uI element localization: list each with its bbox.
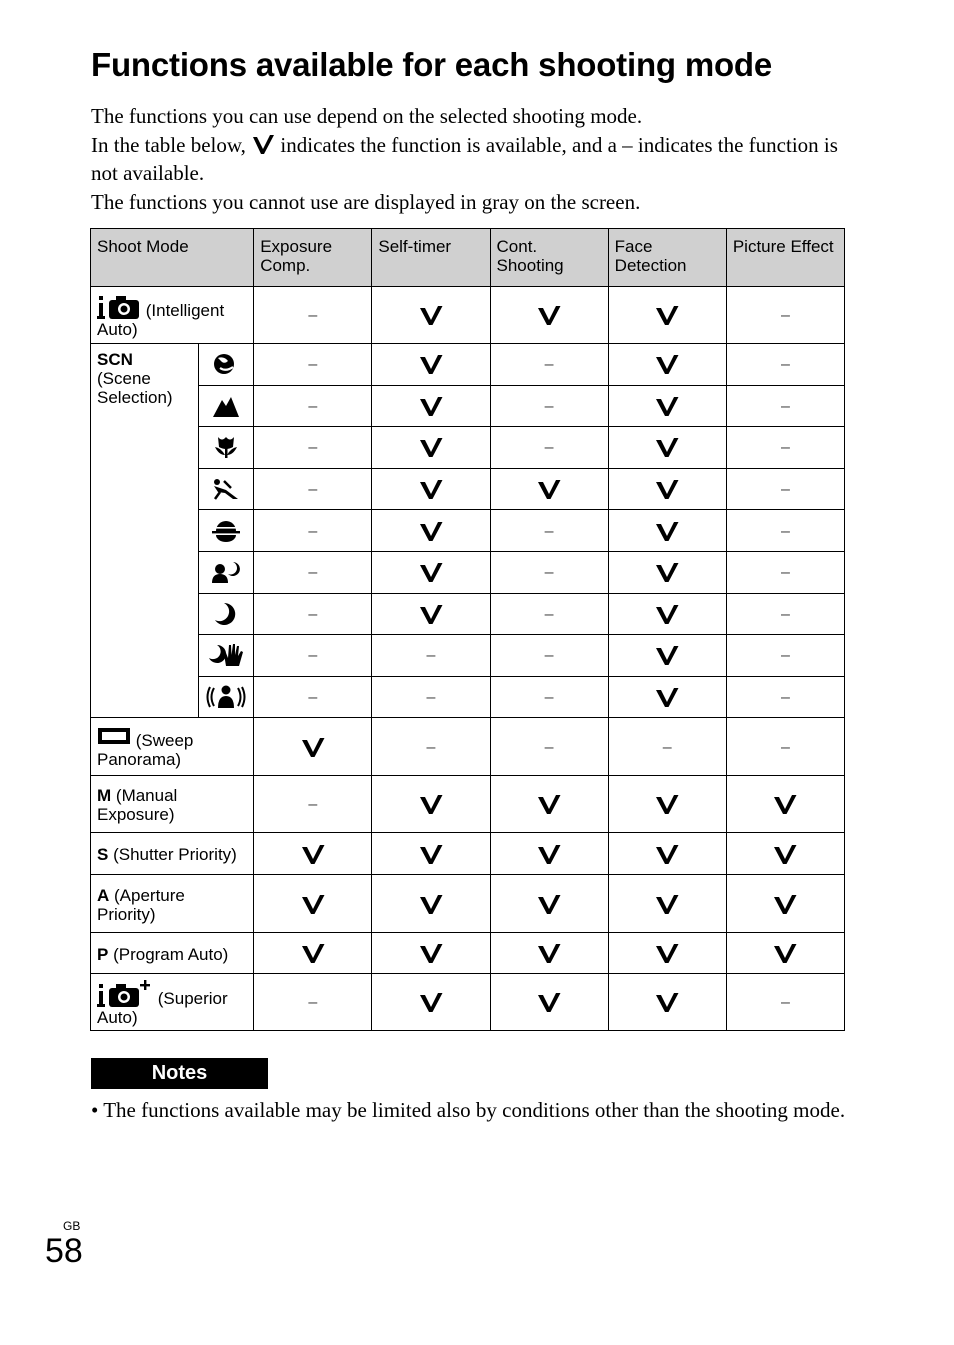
checkmark-icon <box>655 436 679 458</box>
dash-mark: – <box>780 356 790 374</box>
scene-icon-cell <box>199 427 254 469</box>
mode-code: S <box>97 845 109 865</box>
mode-label: (Program Auto) <box>113 944 229 964</box>
sports-action-icon <box>199 477 253 501</box>
cell-cont-shooting <box>490 974 608 1031</box>
checkmark-icon <box>419 942 443 964</box>
landscape-icon <box>199 394 253 418</box>
cell-self-timer <box>372 344 490 386</box>
table-row <box>91 510 845 552</box>
table-row <box>91 974 845 1031</box>
cell-exposure-comp <box>254 635 372 677</box>
cell-cont-shooting <box>490 635 608 677</box>
checkmark-icon <box>537 991 561 1013</box>
dash-mark: – <box>780 564 790 582</box>
dash-mark: – <box>544 439 554 457</box>
checkmark-icon <box>419 436 443 458</box>
table-row <box>91 551 845 593</box>
mode-code: P <box>97 944 109 964</box>
checkmark-icon <box>419 991 443 1013</box>
portrait-icon <box>199 352 253 376</box>
night-scene-icon <box>199 602 253 626</box>
dash-mark: – <box>308 994 318 1012</box>
dash-mark: – <box>544 397 554 415</box>
table-row <box>91 833 845 875</box>
checkmark-icon <box>773 893 797 915</box>
page-title: Functions available for each shooting mode <box>91 46 773 83</box>
mode-program-auto <box>91 933 254 974</box>
cell-exposure-comp <box>254 875 372 933</box>
mode-manual-exposure <box>91 776 254 833</box>
dash-mark: – <box>308 689 318 707</box>
cell-self-timer <box>372 593 490 635</box>
mode-label: (Shutter Priority) <box>113 845 237 865</box>
mode-label: (Scene Selection) <box>97 369 173 407</box>
dash-mark: – <box>780 481 790 499</box>
cell-picture-effect <box>726 510 844 552</box>
cell-self-timer <box>372 287 490 344</box>
cell-self-timer <box>372 974 490 1031</box>
header-exposure-comp: Exposure Comp. <box>254 229 372 287</box>
cell-cont-shooting <box>490 344 608 386</box>
cell-exposure-comp <box>254 551 372 593</box>
mode-label: (Manual Exposure) <box>97 786 178 825</box>
scene-icon-cell <box>199 510 254 552</box>
table-row <box>91 385 845 427</box>
dash-mark: – <box>544 564 554 582</box>
dash-mark: – <box>544 356 554 374</box>
table-header-row <box>91 229 845 287</box>
checkmark-icon <box>419 793 443 815</box>
mode-code: A <box>97 885 110 905</box>
dash-mark: – <box>780 522 790 540</box>
table-row <box>91 676 845 718</box>
dash-mark: – <box>780 605 790 623</box>
dash-mark: – <box>426 738 436 756</box>
checkmark-icon <box>301 942 325 964</box>
superior-auto-icon <box>97 980 153 1008</box>
dash-mark: – <box>308 605 318 623</box>
checkmark-icon <box>537 893 561 915</box>
checkmark-icon <box>419 395 443 417</box>
scene-icon-cell <box>199 385 254 427</box>
scene-icon-cell <box>199 551 254 593</box>
functions-table <box>90 228 845 1031</box>
cell-self-timer <box>372 427 490 469</box>
checkmark-icon <box>537 304 561 326</box>
cell-face-detection <box>608 593 726 635</box>
checkmark-icon <box>537 942 561 964</box>
note-bullet: • <box>91 1098 99 1122</box>
dash-mark: – <box>308 397 318 415</box>
checkmark-icon <box>655 686 679 708</box>
checkmark-icon <box>773 793 797 815</box>
note-item <box>91 1096 867 1125</box>
cell-cont-shooting <box>490 676 608 718</box>
checkmark-icon <box>419 561 443 583</box>
intro-text <box>91 102 851 216</box>
checkmark-icon <box>655 843 679 865</box>
dash-mark: – <box>308 647 318 665</box>
intro-line-2 <box>91 131 851 188</box>
cell-exposure-comp <box>254 718 372 776</box>
checkmark-icon <box>419 304 443 326</box>
page-number: 58 <box>45 1232 83 1270</box>
dash-mark: – <box>780 994 790 1012</box>
mode-intelligent-auto <box>91 287 254 344</box>
table-row <box>91 344 845 386</box>
cell-picture-effect <box>726 833 844 875</box>
cell-cont-shooting <box>490 833 608 875</box>
dash-mark: – <box>308 796 318 814</box>
checkmark-icon <box>419 893 443 915</box>
checkmark-icon <box>655 304 679 326</box>
scene-icon-cell <box>199 676 254 718</box>
checkmark-icon <box>537 793 561 815</box>
intro-line-2b: indicates the function is available, and a – indicates the function is not available. <box>91 132 838 185</box>
mode-label: (Sweep Panorama) <box>97 730 194 769</box>
sunset-icon <box>199 519 253 543</box>
night-portrait-icon <box>199 560 253 584</box>
checkmark-icon <box>655 942 679 964</box>
intro-line-2a: In the table below, <box>91 132 246 157</box>
scene-icon-cell <box>199 635 254 677</box>
table-row <box>91 635 845 677</box>
cell-cont-shooting <box>490 510 608 552</box>
cell-exposure-comp <box>254 468 372 510</box>
cell-self-timer <box>372 833 490 875</box>
table-row <box>91 287 845 344</box>
scene-icon-cell <box>199 468 254 510</box>
cell-face-detection <box>608 718 726 776</box>
cell-self-timer <box>372 933 490 974</box>
checkmark-icon <box>773 942 797 964</box>
table-row <box>91 875 845 933</box>
mode-label: (Superior Auto) <box>97 988 228 1027</box>
cell-face-detection <box>608 833 726 875</box>
cell-cont-shooting <box>490 427 608 469</box>
cell-face-detection <box>608 933 726 974</box>
dash-mark: – <box>308 481 318 499</box>
cell-self-timer <box>372 510 490 552</box>
checkmark-icon <box>419 520 443 542</box>
scene-icon-cell <box>199 344 254 386</box>
cell-exposure-comp <box>254 427 372 469</box>
mode-superior-auto <box>91 974 254 1031</box>
cell-self-timer <box>372 468 490 510</box>
mode-sweep-panorama <box>91 718 254 776</box>
cell-face-detection <box>608 974 726 1031</box>
dash-mark: – <box>308 439 318 457</box>
dash-mark: – <box>426 689 436 707</box>
cell-picture-effect <box>726 593 844 635</box>
checkmark-icon <box>655 520 679 542</box>
cell-picture-effect <box>726 468 844 510</box>
cell-exposure-comp <box>254 833 372 875</box>
checkmark-icon <box>655 478 679 500</box>
cell-self-timer <box>372 875 490 933</box>
checkmark-icon <box>301 736 325 758</box>
dash-mark: – <box>780 439 790 457</box>
cell-exposure-comp <box>254 287 372 344</box>
cell-picture-effect <box>726 933 844 974</box>
cell-cont-shooting <box>490 776 608 833</box>
cell-exposure-comp <box>254 344 372 386</box>
cell-face-detection <box>608 287 726 344</box>
mode-label: (Intelligent Auto) <box>97 300 225 339</box>
dash-mark: – <box>544 522 554 540</box>
cell-picture-effect <box>726 974 844 1031</box>
cell-self-timer <box>372 676 490 718</box>
dash-mark: – <box>780 738 790 756</box>
mode-code: M <box>97 786 112 806</box>
mode-shutter-priority <box>91 833 254 875</box>
checkmark-icon <box>773 843 797 865</box>
cell-face-detection <box>608 468 726 510</box>
cell-face-detection <box>608 875 726 933</box>
dash-mark: – <box>544 605 554 623</box>
cell-cont-shooting <box>490 385 608 427</box>
note-text: The functions available may be limited also by conditions other than the shooting mode. <box>103 1098 846 1122</box>
checkmark-icon <box>655 395 679 417</box>
cell-cont-shooting <box>490 593 608 635</box>
dash-mark: – <box>780 689 790 707</box>
checkmark-icon <box>655 353 679 375</box>
table-row <box>91 468 845 510</box>
dash-mark: – <box>308 307 318 324</box>
table-row <box>91 718 845 776</box>
cell-cont-shooting <box>490 468 608 510</box>
checkmark-icon <box>655 793 679 815</box>
checkmark-icon <box>251 133 275 155</box>
mode-code: SCN <box>97 350 133 369</box>
dash-mark: – <box>662 738 672 756</box>
cell-picture-effect <box>726 635 844 677</box>
intro-line-3: The functions you cannot use are displayed in gray on the screen. <box>91 189 641 214</box>
cell-cont-shooting <box>490 718 608 776</box>
cell-cont-shooting <box>490 551 608 593</box>
cell-self-timer <box>372 718 490 776</box>
cell-picture-effect <box>726 287 844 344</box>
cell-picture-effect <box>726 427 844 469</box>
table-row <box>91 776 845 833</box>
anti-motion-blur-icon <box>199 684 253 710</box>
cell-face-detection <box>608 635 726 677</box>
checkmark-icon <box>537 843 561 865</box>
macro-icon <box>199 435 253 459</box>
checkmark-icon <box>655 603 679 625</box>
checkmark-icon <box>655 561 679 583</box>
hand-held-twilight-icon <box>199 642 253 668</box>
sweep-panorama-icon <box>97 727 131 745</box>
cell-exposure-comp <box>254 676 372 718</box>
cell-cont-shooting <box>490 287 608 344</box>
checkmark-icon <box>655 644 679 666</box>
dash-mark: – <box>780 397 790 415</box>
cell-exposure-comp <box>254 593 372 635</box>
notes-label: Notes <box>91 1058 268 1089</box>
cell-exposure-comp <box>254 385 372 427</box>
region-code: GB <box>63 1219 81 1233</box>
dash-mark: – <box>780 307 790 324</box>
checkmark-icon <box>419 603 443 625</box>
cell-picture-effect <box>726 875 844 933</box>
cell-cont-shooting <box>490 875 608 933</box>
mode-label: (Aperture Priority) <box>97 885 185 924</box>
cell-face-detection <box>608 344 726 386</box>
cell-exposure-comp <box>254 933 372 974</box>
cell-face-detection <box>608 676 726 718</box>
header-shoot-mode: Shoot Mode <box>91 229 254 287</box>
checkmark-icon <box>419 478 443 500</box>
cell-picture-effect <box>726 676 844 718</box>
checkmark-icon <box>419 353 443 375</box>
cell-self-timer <box>372 551 490 593</box>
dash-mark: – <box>544 738 554 756</box>
cell-face-detection <box>608 427 726 469</box>
cell-self-timer <box>372 776 490 833</box>
cell-exposure-comp <box>254 776 372 833</box>
cell-picture-effect <box>726 718 844 776</box>
checkmark-icon <box>301 893 325 915</box>
cell-exposure-comp <box>254 974 372 1031</box>
intro-line-1: The functions you can use depend on the selected shooting mode. <box>91 104 643 128</box>
cell-face-detection <box>608 385 726 427</box>
checkmark-icon <box>301 843 325 865</box>
cell-self-timer <box>372 385 490 427</box>
table-row <box>91 933 845 974</box>
dash-mark: – <box>308 564 318 582</box>
dash-mark: – <box>308 356 318 374</box>
cell-face-detection <box>608 510 726 552</box>
cell-face-detection <box>608 551 726 593</box>
cell-self-timer <box>372 635 490 677</box>
dash-mark: – <box>426 647 436 665</box>
mode-scene-selection <box>91 344 199 718</box>
cell-cont-shooting <box>490 933 608 974</box>
dash-mark: – <box>780 647 790 665</box>
table-row <box>91 427 845 469</box>
cell-face-detection <box>608 776 726 833</box>
dash-mark: – <box>308 522 318 540</box>
intelligent-auto-icon <box>97 294 141 320</box>
scene-icon-cell <box>199 593 254 635</box>
cell-picture-effect <box>726 776 844 833</box>
cell-exposure-comp <box>254 510 372 552</box>
cell-picture-effect <box>726 385 844 427</box>
dash-mark: – <box>544 689 554 707</box>
checkmark-icon <box>655 991 679 1013</box>
checkmark-icon <box>419 843 443 865</box>
cell-picture-effect <box>726 551 844 593</box>
header-face-detection: Face Detection <box>608 229 726 287</box>
header-cont-shooting: Cont. Shooting <box>490 229 608 287</box>
table-row <box>91 593 845 635</box>
checkmark-icon <box>655 893 679 915</box>
header-self-timer: Self-timer <box>372 229 490 287</box>
mode-aperture-priority <box>91 875 254 933</box>
dash-mark: – <box>544 647 554 665</box>
checkmark-icon <box>537 478 561 500</box>
header-picture-effect: Picture Effect <box>726 229 844 287</box>
cell-picture-effect <box>726 344 844 386</box>
